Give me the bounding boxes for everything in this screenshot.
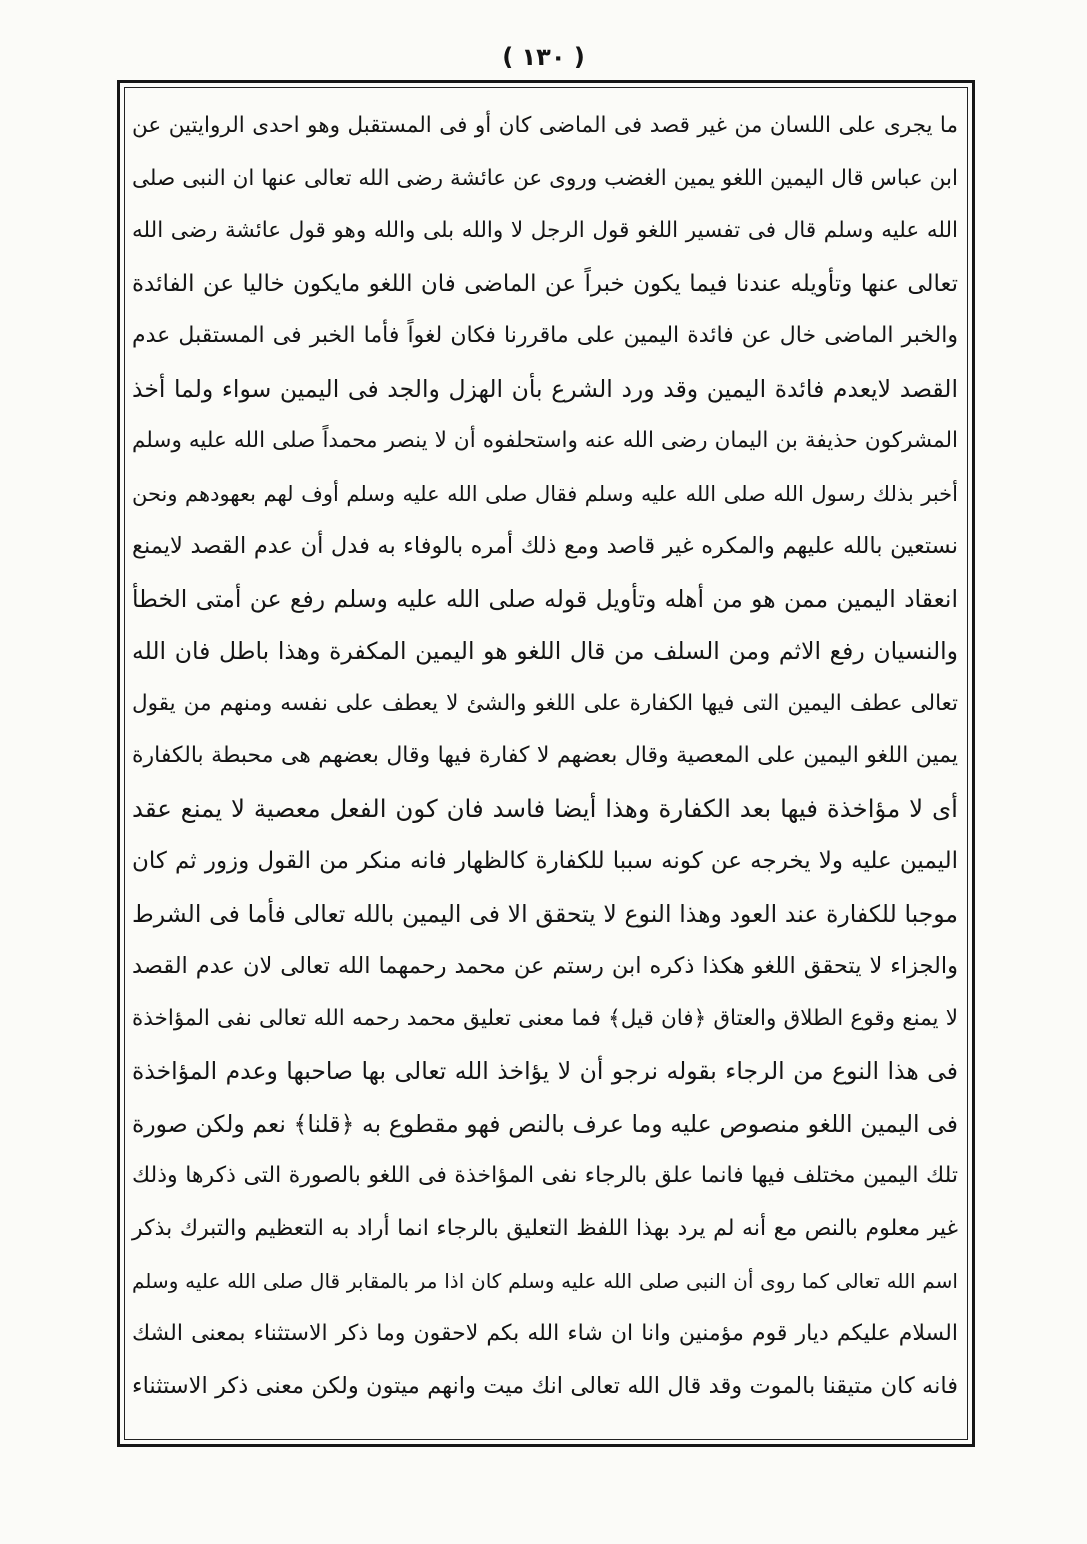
text-line: ما يجرى على اللسان من غير قصد فى الماضى كان أو فى المستقبل وهو احدى الروايتين عن (132, 113, 958, 138)
text-line: الله عليه وسلم قال فى تفسير اللغو قول الرجل لا والله بلى والله وهو قول عائشة رضى الله (132, 218, 958, 243)
page-number: ( ١٣٠ ) (502, 43, 585, 71)
text-line: السلام عليكم ديار قوم مؤمنين وانا ان شاء الله بكم لاحقون وما ذكر الاستثناء بمعنى الشك (132, 1320, 958, 1346)
text-line: أخبر بذلك رسول الله صلى الله عليه وسلم فقال صلى الله عليه وسلم أوف لهم بعهودهم ونحن (132, 481, 958, 506)
text-line: تعالى عطف اليمين التى فيها الكفارة على اللغو والشئ لا يعطف على نفسه ومنهم من يقول (132, 690, 958, 716)
text-line: غير معلوم بالنص مع أنه لم يرد بهذا اللفظ التعليق بالرجاء انما أراد به التعظيم والتبرك بذكر (132, 1215, 958, 1241)
text-line: تلك اليمين مختلف فيها فانما علق بالرجاء نفى المؤاخذة فى اللغو بالصورة التى ذكرها وذلك (132, 1163, 958, 1188)
text-line: يمين اللغو اليمين على المعصية وقال بعضهم لا كفارة فيها وقال بعضهم هى محبطة بالكفارة (132, 743, 958, 768)
text-line: ابن عباس قال اليمين اللغو يمين الغضب وروى عن عائشة رضى الله تعالى عنها ان النبى صلى (132, 165, 958, 191)
text-line: انعقاد اليمين ممن هو من أهله وتأويل قوله صلى الله عليه وسلم رفع عن أمتى الخطأ (132, 584, 958, 613)
text-line: فانه كان متيقنا بالموت وقد قال الله تعالى انك ميت وانهم ميتون ولكن معنى ذكر الاستثناء (132, 1373, 958, 1399)
body-text (132, 100, 958, 1413)
text-line: والجزاء لا يتحقق اللغو هكذا ذكره ابن رستم عن محمد رحمهما الله تعالى لان عدم القصد (132, 953, 958, 979)
text-line: أى لا مؤاخذة فيها بعد الكفارة وهذا أيضا فاسد فان كون الفعل معصية لا يمنع عقد (132, 793, 958, 823)
text-line: موجبا للكفارة عند العود وهذا النوع لا يتحقق الا فى اليمين بالله تعالى فأما فى الشرط (132, 899, 958, 928)
text-line: لا يمنع وقوع الطلاق والعتاق ﴿فان قيل﴾ فما معنى تعليق محمد رحمه الله تعالى نفى المؤاخذة (132, 1005, 958, 1031)
text-line: القصد لايعدم فائدة اليمين وقد ورد الشرع بأن الهزل والجد فى اليمين سواء ولما أخذ (132, 374, 958, 403)
text-line: اسم الله تعالى كما روى أن النبى صلى الله عليه وسلم كان اذا مر بالمقابر قال صلى الله عليه وسلم (132, 1269, 958, 1293)
text-line: فى هذا النوع من الرجاء بقوله نرجو أن لا يؤاخذ الله تعالى بها صاحبها وعدم المؤاخذة (132, 1057, 958, 1085)
text-line: المشركون حذيفة بن اليمان رضى الله عنه واستحلفوه أن لا ينصر محمداً صلى الله عليه وسلم (132, 428, 958, 453)
text-line: اليمين عليه ولا يخرجه عن كونه سببا للكفارة كالظهار فانه منكر من القول وزور ثم كان (132, 848, 958, 874)
text-line: فى اليمين اللغو منصوص عليه وما عرف بالنص فهو مقطوع به ﴿قلنا﴾ نعم ولكن صورة (132, 1109, 958, 1138)
text-line: والخبر الماضى خال عن فائدة اليمين على ماقررنا فكان لغواً فأما الخبر فى المستقبل عدم (132, 323, 958, 348)
text-line: تعالى عنها وتأويله عندنا فيما يكون خبراً عن الماضى فان اللغو مايكون خاليا عن الفائدة (132, 270, 958, 297)
text-line: نستعين بالله عليهم والمكره غير قاصد ومع ذلك أمره بالوفاء به فدل أن عدم القصد لايمنع (132, 533, 958, 559)
text-line: والنسيان رفع الاثم ومن السلف من قال اللغو هو اليمين المكفرة وهذا باطل فان الله (132, 637, 958, 665)
